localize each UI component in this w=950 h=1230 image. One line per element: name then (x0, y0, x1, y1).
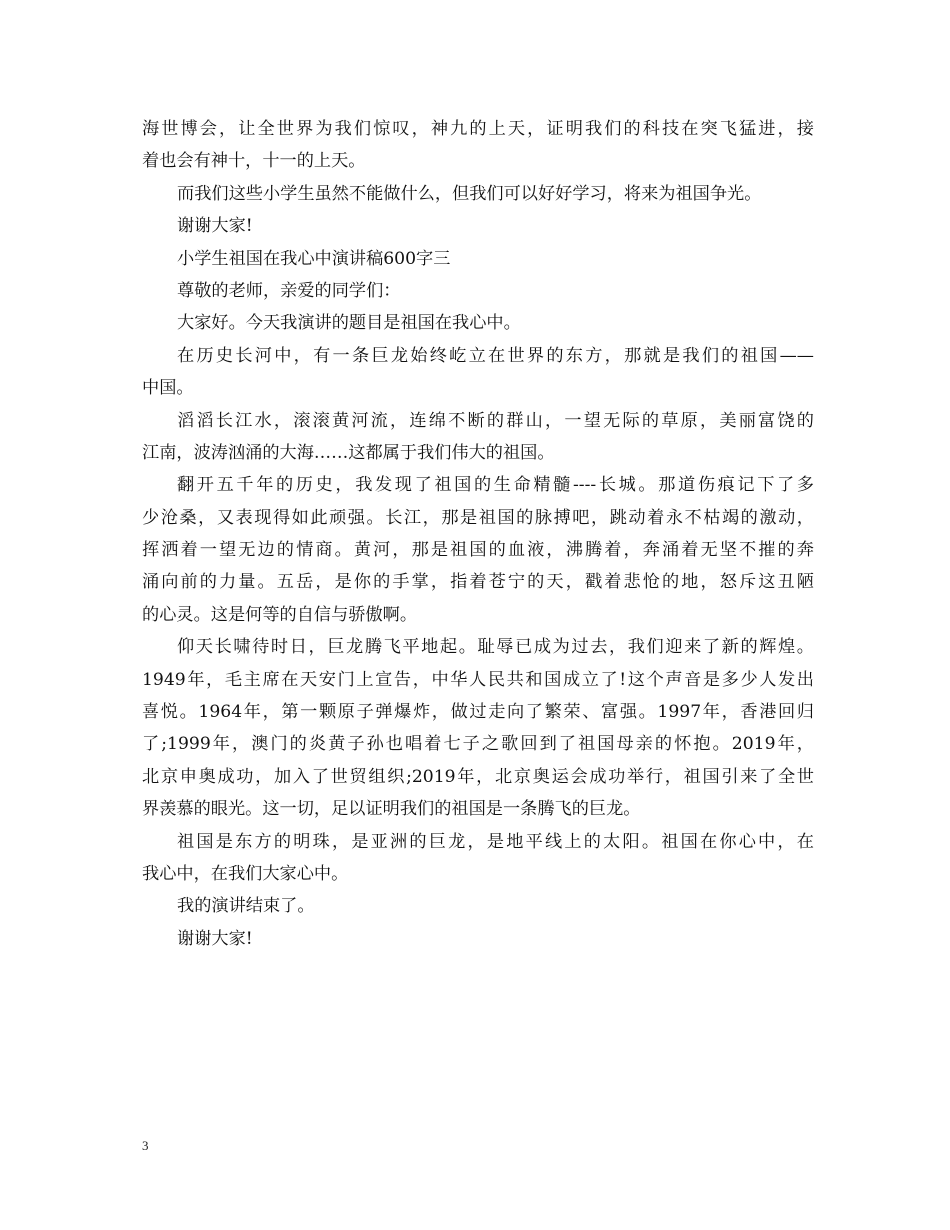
text-line: 小学生祖国在我心中演讲稿600字三 (177, 248, 451, 269)
text-line: 了;1999年，澳门的炎黄子孙也唱着七子之歌回到了祖国母亲的怀抱。2019年， (142, 734, 814, 755)
text-line: 北京申奥成功，加入了世贸组织;2019年，北京奥运会成功举行，祖国引来了全世 (142, 766, 814, 787)
text-line: 着也会有神十，十一的上天。 (142, 151, 366, 172)
text-line: 我心中，在我们大家心中。 (142, 863, 349, 884)
text-line: 尊敬的老师，亲爱的同学们： (177, 280, 401, 301)
text-line: 界羡慕的眼光。这一切，足以证明我们的祖国是一条腾飞的巨龙。 (142, 799, 641, 820)
text-line: 在历史长河中，有一条巨龙始终屹立在世界的东方，那就是我们的祖国—— (177, 345, 814, 366)
text-line: 喜悦。1964年，第一颗原子弹爆炸，做过走向了繁荣、富强。1997年，香港回归 (142, 702, 814, 723)
text-line: 的心灵。这是何等的自信与骄傲啊。 (142, 604, 418, 625)
text-line: 仰天长啸待时日，巨龙腾飞平地起。耻辱已成为过去，我们迎来了新的辉煌。 (177, 637, 814, 658)
text-line: 少沧桑，又表现得如此顽强。长江，那是祖国的脉搏吧，跳动着永不枯竭的激动， (142, 507, 814, 528)
text-line: 滔滔长江水，滚滚黄河流，连绵不断的群山，一望无际的草原，美丽富饶的 (177, 410, 814, 431)
text-line: 我的演讲结束了。 (177, 896, 315, 917)
text-line: 中国。 (142, 378, 194, 399)
text-line: 涌向前的力量。五岳，是你的手掌，指着苍宁的天，戳着悲怆的地，怒斥这丑陋 (142, 572, 814, 593)
text-line: 挥洒着一望无边的情商。黄河，那是祖国的血液，沸腾着，奔涌着无坚不摧的奔 (142, 540, 814, 561)
text-line: 海世博会，让全世界为我们惊叹，神九的上天，证明我们的科技在突飞猛进，接 (142, 119, 814, 139)
page-number: 3 (142, 1138, 149, 1153)
text-line: 江南，波涛汹涌的大海……这都属于我们伟大的祖国。 (142, 442, 555, 463)
document-body (142, 113, 814, 955)
text-line: 谢谢大家! (177, 928, 253, 949)
text-line: 谢谢大家! (177, 216, 253, 237)
text-line: 1949年，毛主席在天安门上宣告，中华人民共和国成立了!这个声音是多少人发出 (142, 669, 814, 690)
text-line: 翻开五千年的历史，我发现了祖国的生命精髓----长城。那道伤痕记下了多 (177, 475, 814, 496)
text-line: 而我们这些小学生虽然不能做什么，但我们可以好好学习，将来为祖国争光。 (177, 183, 762, 204)
text-line: 大家好。今天我演讲的题目是祖国在我心中。 (177, 313, 521, 334)
text-line: 祖国是东方的明珠，是亚洲的巨龙，是地平线上的太阳。祖国在你心中，在 (177, 831, 814, 852)
